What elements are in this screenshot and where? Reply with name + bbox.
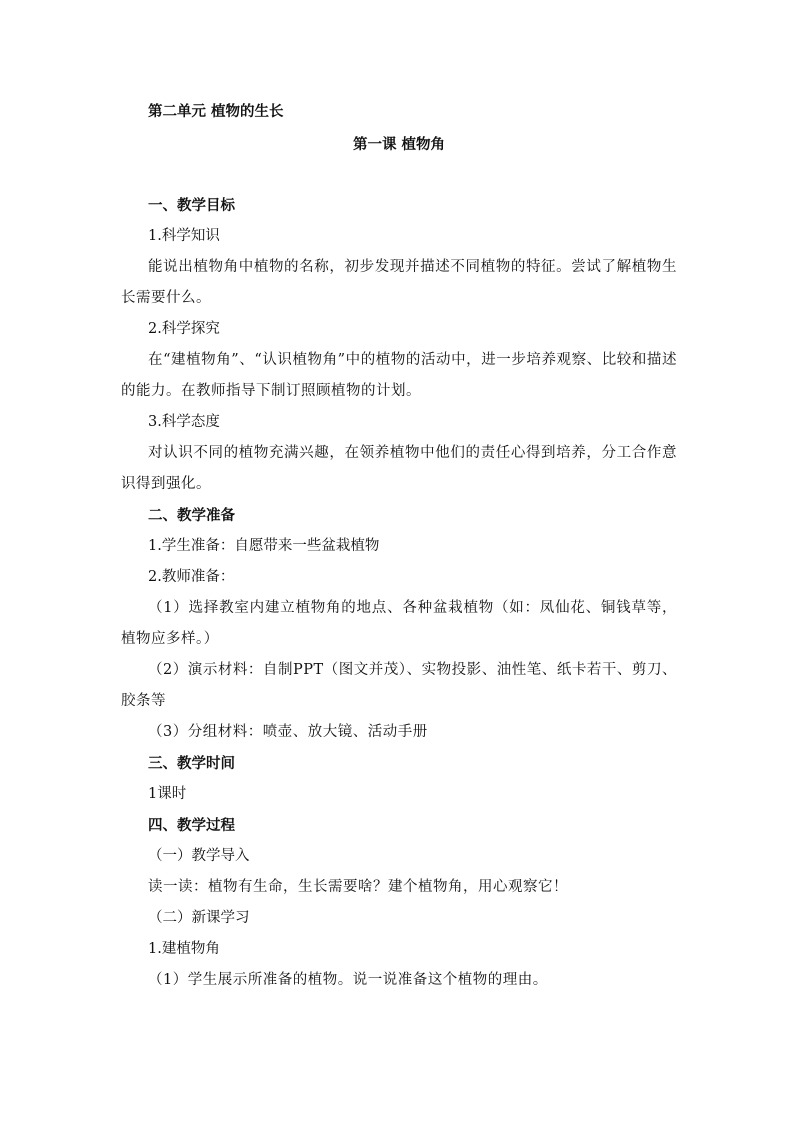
paragraph: 读一读：植物有生命，生长需要啥？建个植物角，用心观察它！: [148, 879, 568, 895]
subheading: （一）教学导入: [148, 848, 250, 864]
paragraph: （2）演示材料：自制PPT（图文并茂）、实物投影、油性笔、纸卡若干、剪刀、胶条等: [121, 662, 677, 709]
paragraph: 对认识不同的植物充满兴趣，在领养植物中他们的责任心得到培养，分工合作意识得到强化。: [121, 445, 677, 492]
subheading: 1.科学知识: [148, 228, 220, 244]
section-heading: 一、教学目标: [148, 197, 235, 214]
subheading: 2.教师准备：: [148, 569, 235, 585]
lesson-title: 第一课 植物角: [352, 136, 446, 153]
subheading: 1.建植物角: [148, 941, 220, 957]
subheading: （二）新课学习: [148, 910, 250, 926]
subheading: 1.学生准备：自愿带来一些盆栽植物: [148, 538, 380, 554]
subheading: 3.科学态度: [148, 414, 220, 430]
unit-title: 第二单元 植物的生长: [148, 103, 284, 120]
section-heading: 三、教学时间: [148, 755, 235, 772]
paragraph: （3）分组材料：喷壶、放大镜、活动手册: [148, 724, 428, 740]
paragraph: （1）选择教室内建立植物角的地点、各种盆栽植物（如：凤仙花、铜钱草等，植物应多样。）: [121, 600, 677, 647]
paragraph: 在“建植物角”、“认识植物角”中的植物的活动中，进一步培养观察、比较和描述的能力。在教师指导下制订照顾植物的计划。: [121, 352, 677, 399]
paragraph: （1）学生展示所准备的植物。说一说准备这个植物的理由。: [148, 972, 548, 988]
subheading: 1课时: [148, 786, 187, 802]
paragraph: 能说出植物角中植物的名称，初步发现并描述不同植物的特征。尝试了解植物生长需要什么。: [121, 259, 677, 306]
section-heading: 四、教学过程: [148, 817, 235, 834]
document-content: [121, 96, 677, 996]
section-heading: 二、教学准备: [148, 507, 235, 524]
subheading: 2.科学探究: [148, 321, 220, 337]
